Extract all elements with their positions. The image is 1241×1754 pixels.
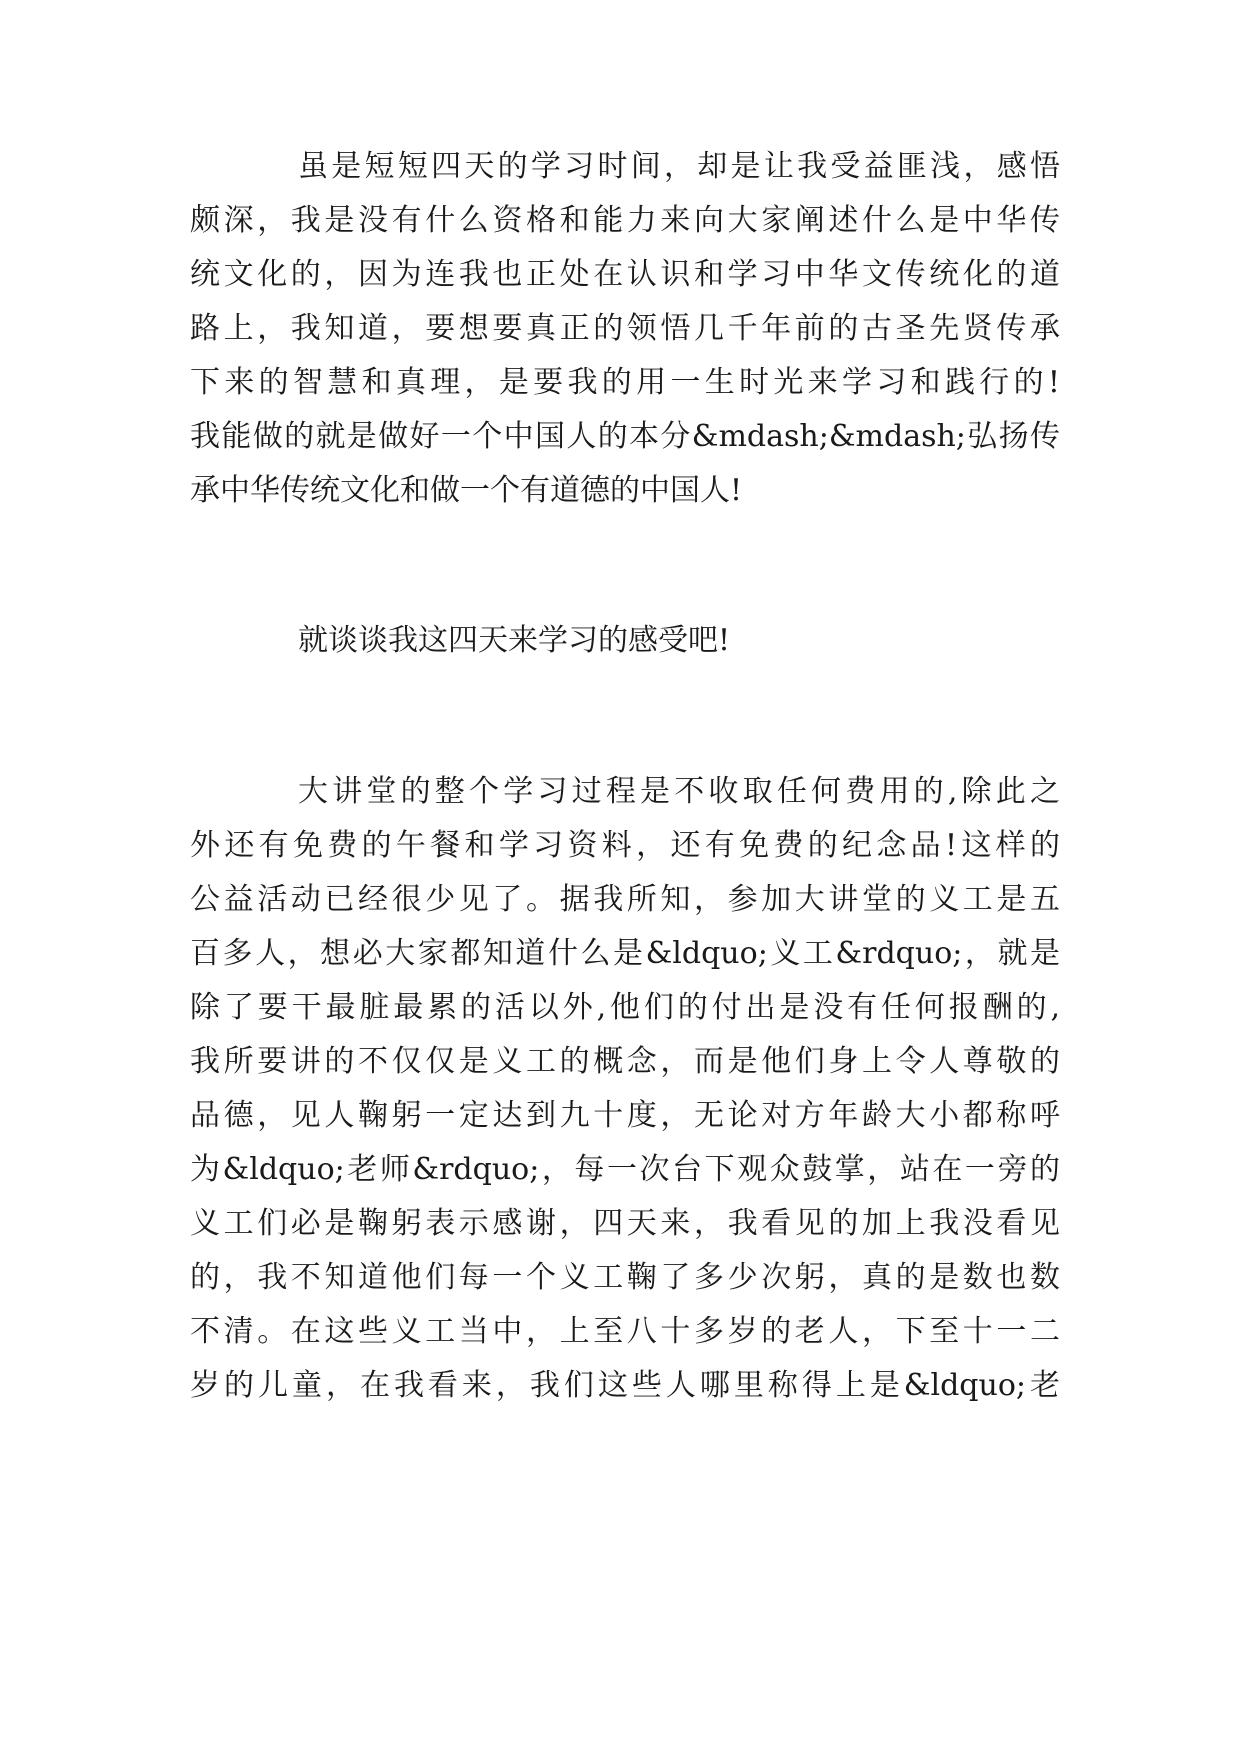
paragraph-line: 路上，我知道，要想要真正的领悟几千年前的古圣先贤传承	[190, 311, 1060, 346]
paragraph-line: 义工们必是鞠躬表示感谢，四天来，我看见的加上我没看见	[190, 1206, 1060, 1241]
paragraph-line: 承中华传统文化和做一个有道德的中国人!	[190, 473, 743, 508]
paragraph-line: 颇深，我是没有什么资格和能力来向大家阐述什么是中华传	[190, 203, 1060, 238]
paragraph-line: 我能做的就是做好一个中国人的本分&mdash;&mdash;弘扬传	[190, 419, 1060, 454]
paragraph-line: 下来的智慧和真理，是要我的用一生时光来学习和践行的!	[190, 365, 1060, 400]
paragraph-line: 百多人，想必大家都知道什么是&ldquo;义工&rdquo;，就是	[190, 936, 1060, 971]
paragraph-line: 品德，见人鞠躬一定达到九十度，无论对方年龄大小都称呼	[190, 1098, 1060, 1133]
paragraph-line: 为&ldquo;老师&rdquo;，每一次台下观众鼓掌，站在一旁的	[190, 1152, 1060, 1187]
paragraph-line: 不清。在这些义工当中，上至八十多岁的老人，下至十一二	[190, 1314, 1060, 1349]
paragraph-line: 统文化的，因为连我也正处在认识和学习中华文传统化的道	[190, 257, 1060, 292]
paragraph-line: 公益活动已经很少见了。据我所知，参加大讲堂的义工是五	[190, 882, 1060, 917]
paragraph-line: 虽是短短四天的学习时间，却是让我受益匪浅，感悟	[298, 149, 1060, 184]
paragraph-line: 大讲堂的整个学习过程是不收取任何费用的,除此之	[298, 774, 1060, 809]
paragraph-line: 的，我不知道他们每一个义工鞠了多少次躬，真的是数也数	[190, 1260, 1060, 1295]
paragraph-line: 就谈谈我这四天来学习的感受吧!	[298, 623, 731, 658]
paragraph-line: 外还有免费的午餐和学习资料，还有免费的纪念品!这样的	[190, 828, 1060, 863]
paragraph-line: 除了要干最脏最累的活以外,他们的付出是没有任何报酬的,	[190, 990, 1060, 1025]
paragraph-line: 我所要讲的不仅仅是义工的概念，而是他们身上令人尊敬的	[190, 1044, 1060, 1079]
paragraph-line: 岁的儿童，在我看来，我们这些人哪里称得上是&ldquo;老	[190, 1368, 1060, 1403]
